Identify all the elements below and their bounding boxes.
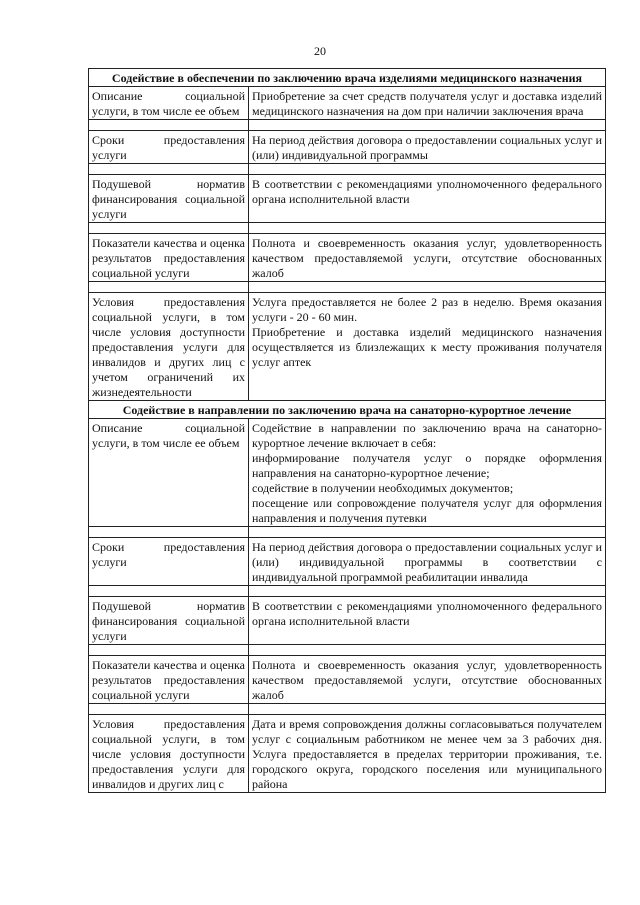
section-title: Содействие в направлении по заключению врача на санаторно-курортное лечение xyxy=(89,401,606,419)
row-value: На период действия договора о предоставлении социальных услуг и (или) индивидуальной программы xyxy=(249,131,606,164)
row-label: Сроки предоставления услуги xyxy=(89,131,249,164)
row-label: Условия предоставления социальной услуги, в том числе условия доступности предоставления услуги для инвалидов и других лиц с учетом ограничений их жизнедеятельности xyxy=(89,293,249,401)
row-label: Показатели качества и оценка результатов предоставления социальной услуги xyxy=(89,656,249,704)
row-spacer xyxy=(89,527,606,538)
table-row xyxy=(89,87,606,120)
services-table xyxy=(88,68,606,793)
row-value: В соответствии с рекомендациями уполномоченного федерального органа исполнительной власти xyxy=(249,597,606,645)
section-header-row xyxy=(89,401,606,419)
section-title: Содействие в обеспечении по заключению врача изделиями медицинского назначения xyxy=(89,69,606,87)
page-number: 20 xyxy=(314,44,326,58)
row-value: Полнота и своевременность оказания услуг, удовлетворенность качеством предоставляемой услуги, отсутствие обоснованных жалоб xyxy=(249,656,606,704)
row-value: Дата и время сопровождения должны согласовываться получателем услуг с социальным работником не менее чем за 3 рабочих дня. Услуга предоставляется в пределах территории проживания, т.е. городского округа, городского поселения или муниципального района xyxy=(249,715,606,793)
table-row xyxy=(89,419,606,527)
row-value: Приобретение за счет средств получателя услуг и доставка изделий медицинского назначения на дом при наличии заключения врача xyxy=(249,87,606,120)
row-label: Подушевой норматив финансирования социальной услуги xyxy=(89,175,249,223)
table-row xyxy=(89,715,606,793)
value-line: информирование получателя услуг о порядке оформления направления на санаторно-курортное лечение; xyxy=(252,451,602,480)
row-spacer xyxy=(89,120,606,131)
value-line: посещение или сопровождение получателя услуг для оформления направления и получения путевки xyxy=(252,496,602,525)
value-line: Услуга предоставляется не более 2 раз в неделю. Время оказания услуги - 20 - 60 мин. xyxy=(252,295,602,324)
row-label: Описание социальной услуги, в том числе ее объем xyxy=(89,419,249,527)
row-spacer xyxy=(89,164,606,175)
table-row xyxy=(89,131,606,164)
table-row xyxy=(89,597,606,645)
row-label: Сроки предоставления услуги xyxy=(89,538,249,586)
row-label: Показатели качества и оценка результатов предоставления социальной услуги xyxy=(89,234,249,282)
table-row xyxy=(89,175,606,223)
row-label: Описание социальной услуги, в том числе ее объем xyxy=(89,87,249,120)
row-label: Условия предоставления социальной услуги, в том числе условия доступности предоставления услуги для инвалидов и других лиц с xyxy=(89,715,249,793)
value-line: Приобретение и доставка изделий медицинского назначения осуществляется из близлежащих к месту проживания получателя услуг аптек xyxy=(252,325,602,369)
table-row xyxy=(89,538,606,586)
row-spacer xyxy=(89,586,606,597)
row-label: Подушевой норматив финансирования социальной услуги xyxy=(89,597,249,645)
row-value: Полнота и своевременность оказания услуг, удовлетворенность качеством предоставляемой услуги, отсутствие обоснованных жалоб xyxy=(249,234,606,282)
row-spacer xyxy=(89,704,606,715)
row-value: На период действия договора о предоставлении социальных услуг и (или) индивидуальной программы в соответствии с индивидуальной программой реабилитации инвалида xyxy=(249,538,606,586)
section-header-row xyxy=(89,69,606,87)
row-spacer xyxy=(89,282,606,293)
value-line: Содействие в направлении по заключению врача на санаторно-курортное лечение включает в себя: xyxy=(252,421,602,450)
row-value: В соответствии с рекомендациями уполномоченного федерального органа исполнительной власти xyxy=(249,175,606,223)
row-value xyxy=(249,293,606,401)
row-spacer xyxy=(89,223,606,234)
row-value xyxy=(249,419,606,527)
row-spacer xyxy=(89,645,606,656)
table-row xyxy=(89,293,606,401)
table-row xyxy=(89,234,606,282)
table-row xyxy=(89,656,606,704)
value-line: содействие в получении необходимых документов; xyxy=(252,481,514,495)
